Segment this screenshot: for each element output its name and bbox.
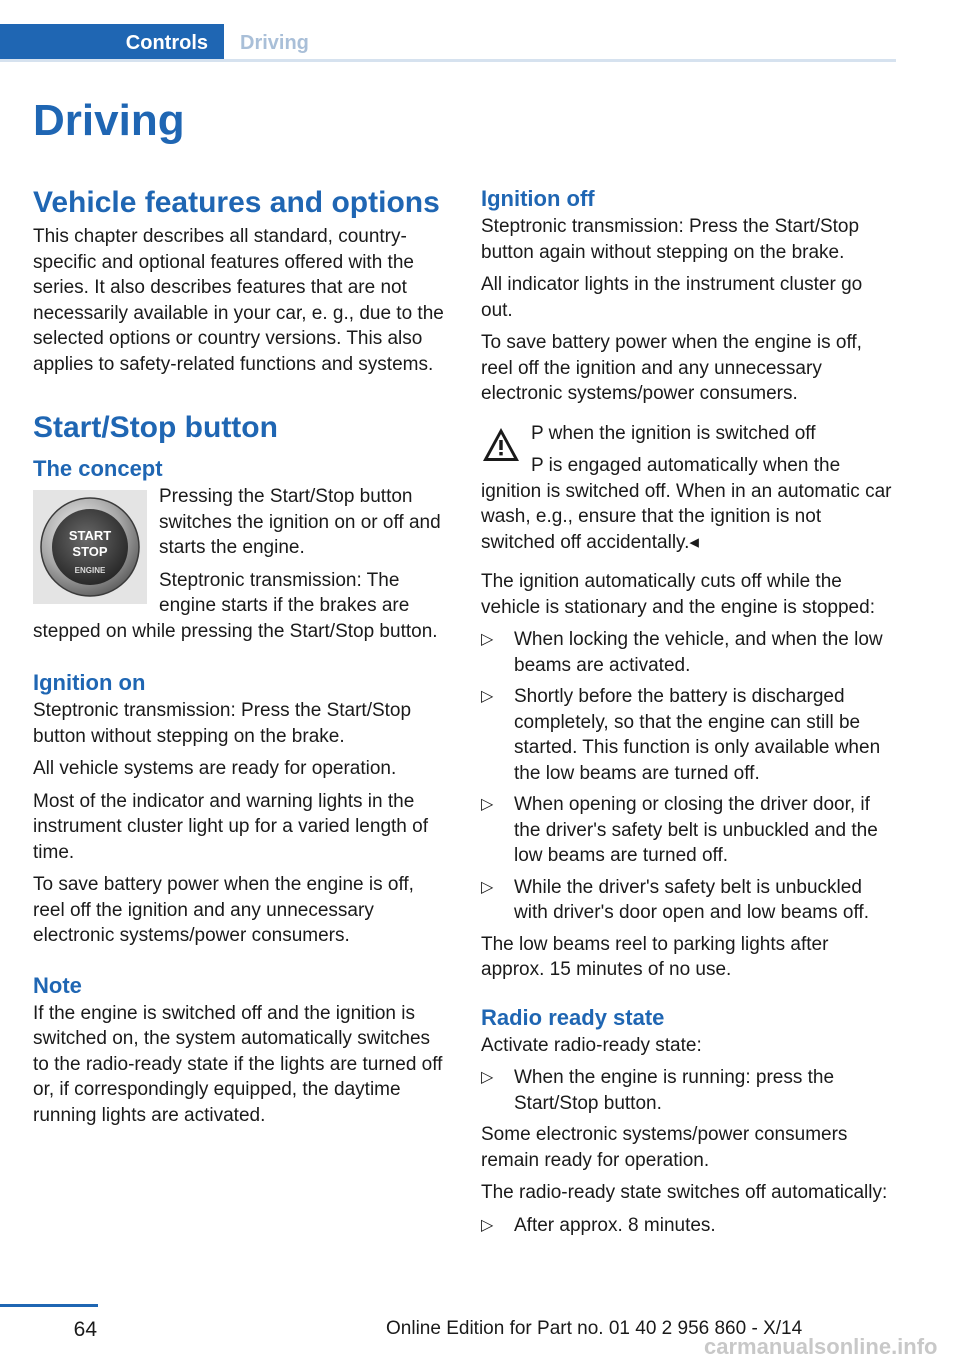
bullet-triangle-icon: ▷: [481, 796, 494, 813]
ignition-off-heading: Ignition off: [481, 186, 595, 211]
right-column: [481, 184, 893, 1244]
tab-driving-label: Driving: [240, 32, 309, 54]
ignition-off-text-1: Steptronic transmission: Press the Start/Stop button again without stepping on the brake.: [481, 216, 860, 263]
chapter-header: [0, 24, 896, 62]
bullet-triangle-icon: ▷: [481, 631, 494, 648]
tab-controls[interactable]: [0, 24, 224, 62]
list-item: ▷ While the driver's safety belt is unbuckled with driver's door open and low beams off.: [481, 876, 869, 923]
concept-heading: The concept: [33, 456, 163, 481]
start-label: START: [68, 528, 112, 543]
radio-off-list: [481, 1213, 893, 1239]
note-text: If the engine is switched off and the ignition is switched on, the system automatically switches to the radio-ready state if the lights are turned off or, if correspondingly equipped, the daytime running lights are activated.: [33, 1002, 443, 1126]
left-column: [33, 184, 445, 1128]
stop-label: STOP: [72, 544, 108, 559]
radio-ready-heading: Radio ready state: [481, 1004, 665, 1030]
start-stop-heading: Start/Stop button: [33, 411, 278, 444]
warning-text: P is engaged automatically when the ignition is switched off. When in an automatic car wash, e.g., ensure that the ignition is not switched off accidentally.◂: [481, 455, 892, 553]
ignition-on-text-3: Most of the indicator and warning lights in the instrument cluster light up for a varied length of time.: [33, 790, 428, 863]
header-rule: [0, 59, 896, 62]
radio-ready-intro: Activate radio-ready state:: [481, 1034, 702, 1056]
bullet-triangle-icon: ▷: [481, 878, 494, 896]
bullet-triangle-icon: ▷: [481, 1069, 494, 1086]
concept-text-1: Pressing the Start/Stop button switches the ignition on or off and starts the engine.: [159, 486, 441, 558]
list-item: ▷ When opening or closing the driver door, if the driver's safety belt is unbuckled and the low beams are turned off.: [481, 794, 878, 866]
vehicle-features-heading: Vehicle features and options: [33, 186, 440, 219]
radio-ready-text-3: The radio-ready state switches off automatically:: [481, 1182, 888, 1203]
bullet-triangle-icon: ▷: [481, 688, 494, 705]
radio-ready-list: [481, 1065, 893, 1116]
engine-label: ENGINE: [74, 566, 106, 575]
watermark: carmanualsonline.info: [704, 1334, 938, 1359]
radio-ready-text-2: Some electronic systems/power consumers remain ready for operation.: [481, 1124, 848, 1171]
list-item: ▷ When locking the vehicle, and when the low beams are activated.: [481, 629, 883, 676]
warning-title: P when the ignition is switched off: [531, 422, 816, 444]
tab-controls-label: Controls: [125, 31, 208, 54]
list-item: ▷ After approx. 8 minutes.: [481, 1213, 893, 1239]
tab-driving[interactable]: [240, 24, 309, 59]
bullet-triangle-icon: ▷: [481, 1216, 494, 1234]
ignition-on-text-4: To save battery power when the engine is off, reel off the ignition and any unnecessary electronic systems/power consumers.: [33, 874, 414, 946]
vehicle-features-text: This chapter describes all standard, country-specific and optional features offered with the series. It also describes features that are not necessarily available in your car, e. g., due to the selected options or country versions. This also applies to safety-related functions and systems.: [33, 226, 444, 375]
ignition-off-text-2: All indicator lights in the instrument cluster go out.: [481, 274, 863, 321]
page-title: Driving: [33, 96, 185, 145]
start-stop-button-icon: [38, 495, 142, 599]
warning-block: [481, 421, 893, 556]
start-stop-button-image: [33, 490, 147, 604]
note-heading: Note: [33, 972, 82, 998]
ignition-off-text-3: To save battery power when the engine is off, reel off the ignition and any unnecessary electronic systems/power consumers.: [481, 332, 862, 404]
concept-text-2: Steptronic transmission: The engine starts if the brakes are stepped on while pressing the Start/Stop button.: [33, 569, 438, 642]
warning-triangle-icon: [481, 425, 521, 465]
auto-off-intro: The ignition automatically cuts off while the vehicle is stationary and the engine is stopped:: [481, 571, 875, 618]
ignition-on-text-2: All vehicle systems are ready for operation.: [33, 758, 397, 779]
ignition-on-heading: Ignition on: [33, 670, 146, 695]
list-item: ▷ Shortly before the battery is discharged completely, so that the engine can still be started. This function is only available when the low beams are turned off.: [481, 686, 881, 784]
auto-off-list: [481, 627, 893, 926]
page-number: 64: [73, 1318, 97, 1341]
low-beams-text: The low beams reel to parking lights after approx. 15 minutes of no use.: [481, 933, 829, 980]
list-item: ▷ When the engine is running: press the Start/Stop button.: [481, 1067, 835, 1114]
edition-text: Online Edition for Part no. 01 40 2 956 860 - X/14: [386, 1318, 803, 1339]
footer-rule: [0, 1304, 98, 1307]
ignition-on-text-1: Steptronic transmission: Press the Start/Stop button without stepping on the brake.: [33, 700, 412, 747]
